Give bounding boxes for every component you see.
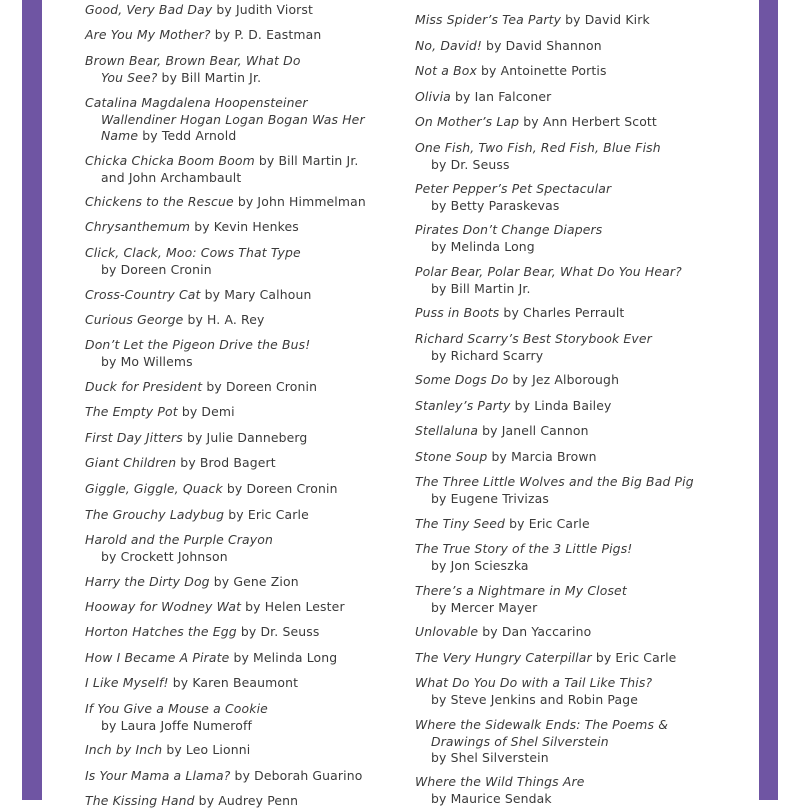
book-entry-line [85, 219, 405, 236]
book-author: by Ann Herbert Scott [519, 114, 657, 129]
book-title: Stanley’s Party [415, 398, 511, 413]
book-entry [85, 507, 405, 524]
book-entry-line [415, 239, 750, 256]
book-title: Where the Wild Things Are [415, 774, 585, 789]
book-entry [85, 624, 405, 641]
book-title: One Fish, Two Fish, Red Fish, Blue Fish [415, 140, 661, 155]
book-entry-line [415, 89, 750, 106]
book-entry-line [415, 717, 750, 734]
book-entry [415, 717, 750, 767]
book-author: by Laura Joffe Numeroff [101, 717, 253, 733]
book-entry-line [415, 449, 750, 466]
book-title: Stellaluna [415, 423, 479, 438]
book-author: by Leo Lionni [162, 742, 251, 757]
book-author: by Judith Viorst [212, 2, 314, 17]
book-author: by Tedd Arnold [138, 128, 237, 143]
book-entry-line [85, 532, 405, 549]
book-entry-line [415, 474, 750, 491]
book-title: Drawings of Shel Silverstein [431, 733, 609, 749]
book-author: by Mo Willems [101, 353, 193, 369]
book-title: The True Story of the 3 Little Pigs! [415, 541, 633, 556]
book-author: by Doreen Cronin [101, 261, 212, 277]
book-entry-line [85, 27, 405, 44]
book-title: Are You My Mother? [85, 27, 211, 42]
book-entry-line [85, 194, 405, 211]
book-title: The Tiny Seed [415, 516, 506, 531]
book-entry-line [85, 599, 405, 616]
book-author: by Steve Jenkins and Robin Page [431, 691, 639, 707]
book-title: Unlovable [415, 624, 479, 639]
book-entry [85, 95, 405, 145]
book-entry-line [415, 198, 750, 215]
book-entry [415, 331, 750, 364]
book-author: and John Archambault [101, 169, 242, 185]
book-entry-line [85, 312, 405, 329]
book-entry-line [415, 791, 750, 808]
book-author: by David Kirk [561, 12, 650, 27]
book-title: Duck for President [85, 379, 203, 394]
book-entry-line [85, 128, 405, 145]
book-author: by Julie Danneberg [182, 430, 308, 445]
book-title: Chrysanthemum [85, 219, 191, 234]
book-author: by Dr. Seuss [236, 624, 320, 639]
book-author: by David Shannon [481, 38, 602, 53]
book-entry-line [85, 507, 405, 524]
book-entry [415, 140, 750, 173]
book-entry [415, 474, 750, 507]
book-entry-line [415, 541, 750, 558]
book-entry [85, 701, 405, 734]
book-entry [415, 264, 750, 297]
book-author: by Eric Carle [591, 650, 677, 665]
book-entry-line [415, 491, 750, 508]
book-author: by Jon Scieszka [431, 557, 529, 573]
book-entry [85, 27, 405, 44]
book-title: Is Your Mama a Llama? [85, 768, 231, 783]
book-entry-line [415, 558, 750, 575]
book-entry-line [415, 734, 750, 751]
book-entry [85, 481, 405, 498]
book-entry-line [85, 262, 405, 279]
book-title: Cross-Country Cat [85, 287, 201, 302]
book-entry-line [85, 718, 405, 735]
book-title: Where the Sidewalk Ends: The Poems & [415, 717, 669, 732]
book-title: Giant Children [85, 455, 177, 470]
book-title: The Very Hungry Caterpillar [415, 650, 592, 665]
book-entry-line [415, 516, 750, 533]
book-entry [85, 219, 405, 236]
book-entry [85, 337, 405, 370]
book-entry-line [415, 650, 750, 667]
book-author: by Mary Calhoun [200, 287, 312, 302]
book-title: Hooway for Wodney Wat [85, 599, 242, 614]
book-author: by Eric Carle [224, 507, 309, 522]
book-entry [415, 63, 750, 80]
book-entry [85, 430, 405, 447]
book-title: Curious George [85, 312, 184, 327]
book-entry [85, 153, 405, 186]
book-entry-line [85, 70, 405, 87]
book-entry-line [415, 423, 750, 440]
book-author: by Betty Paraskevas [431, 197, 560, 213]
book-author: by Deborah Guarino [230, 768, 363, 783]
book-author: by Doreen Cronin [202, 379, 318, 394]
book-entry-line [85, 287, 405, 304]
book-title: Chicka Chicka Boom Boom [85, 153, 255, 168]
book-entry-line [85, 742, 405, 759]
book-entry [415, 624, 750, 641]
book-title: There’s a Nightmare in My Closet [415, 583, 627, 598]
book-entry [85, 532, 405, 565]
book-entry-line [85, 112, 405, 129]
right-purple-border [759, 0, 778, 800]
book-author: by Dan Yaccarino [478, 624, 592, 639]
book-author: by Eric Carle [505, 516, 590, 531]
book-title: Richard Scarry’s Best Storybook Ever [415, 331, 652, 346]
book-entry-line [85, 337, 405, 354]
book-title: You See? [101, 69, 158, 85]
book-title: Name [101, 128, 139, 143]
book-entry-line [85, 170, 405, 187]
book-title: Giggle, Giggle, Quack [85, 481, 223, 496]
book-entry-line [85, 95, 405, 112]
book-entry-line [85, 574, 405, 591]
book-entry [415, 38, 750, 55]
book-author: by Melinda Long [431, 238, 535, 254]
book-author: by Bill Martin Jr. [431, 280, 531, 296]
book-title: The Kissing Hand [85, 793, 195, 808]
book-author: by Crockett Johnson [101, 548, 228, 564]
book-author: by Marcia Brown [487, 449, 597, 464]
book-title: Puss in Boots [415, 305, 500, 320]
book-entry [85, 574, 405, 591]
book-entry-line [85, 404, 405, 421]
book-entry-line [415, 372, 750, 389]
book-title: Horton Hatches the Egg [85, 624, 237, 639]
book-title: Stone Soup [415, 449, 488, 464]
book-title: Pirates Don’t Change Diapers [415, 222, 603, 237]
book-entry [415, 423, 750, 440]
book-entry-line [85, 624, 405, 641]
left-purple-border [22, 0, 42, 800]
book-title: Polar Bear, Polar Bear, What Do You Hear? [415, 264, 682, 279]
book-author: by Eugene Trivizas [431, 490, 550, 506]
book-author: by Maurice Sendak [431, 790, 552, 806]
book-entry-line [415, 157, 750, 174]
book-entry [85, 650, 405, 667]
book-entry-line [415, 264, 750, 281]
book-entry [415, 305, 750, 322]
book-entry-line [415, 348, 750, 365]
book-entry-line [85, 793, 405, 810]
book-entry-line [85, 455, 405, 472]
book-entry-line [415, 140, 750, 157]
book-entry [415, 181, 750, 214]
book-title: Some Dogs Do [415, 372, 509, 387]
book-entry [85, 742, 405, 759]
book-entry [85, 194, 405, 211]
book-author: by Bill Martin Jr. [254, 153, 359, 168]
book-entry [415, 398, 750, 415]
book-title: Inch by Inch [85, 742, 163, 757]
book-author: by Kevin Henkes [190, 219, 299, 234]
book-entry-line [415, 63, 750, 80]
book-title: On Mother’s Lap [415, 114, 520, 129]
book-author: by Mercer Mayer [431, 599, 538, 615]
book-author: by Dr. Seuss [431, 156, 510, 172]
book-title: Not a Box [415, 63, 477, 78]
book-entry-line [415, 675, 750, 692]
book-title: Brown Bear, Brown Bear, What Do [85, 53, 301, 68]
book-title: Harold and the Purple Crayon [85, 532, 273, 547]
book-entry-line [85, 153, 405, 170]
book-entry [85, 793, 405, 810]
book-title: Peter Pepper’s Pet Spectacular [415, 181, 612, 196]
book-entry [415, 222, 750, 255]
book-entry-line [85, 701, 405, 718]
book-entry [415, 675, 750, 708]
book-entry-line [85, 2, 405, 19]
book-entry [415, 774, 750, 807]
book-entry-line [85, 245, 405, 262]
book-title: Wallendiner Hogan Logan Bogan Was Her [101, 111, 365, 127]
book-entry [85, 379, 405, 396]
book-entry [415, 89, 750, 106]
book-entry-line [415, 624, 750, 641]
book-entry-line [415, 583, 750, 600]
book-author: by John Himmelman [233, 194, 366, 209]
book-entry-line [415, 331, 750, 348]
book-entry [85, 455, 405, 472]
book-entry-line [415, 600, 750, 617]
book-entry [85, 2, 405, 19]
book-author: by Doreen Cronin [222, 481, 338, 496]
book-title: What Do You Do with a Tail Like This? [415, 675, 653, 690]
book-title: How I Became A Pirate [85, 650, 230, 665]
book-author: by Karen Beaumont [168, 675, 299, 690]
book-title: Olivia [415, 89, 451, 104]
book-author: by Gene Zion [209, 574, 299, 589]
book-author: by Brod Bagert [176, 455, 276, 470]
book-entry [415, 516, 750, 533]
book-title: Click, Clack, Moo: Cows That Type [85, 245, 301, 260]
book-entry [415, 114, 750, 131]
book-entry-line [85, 53, 405, 70]
book-entry [85, 768, 405, 785]
book-title: Catalina Magdalena Hoopensteiner [85, 95, 308, 110]
book-entry-line [85, 549, 405, 566]
book-author: by Helen Lester [241, 599, 345, 614]
book-entry-line [85, 379, 405, 396]
book-title: Harry the Dirty Dog [85, 574, 210, 589]
book-author: by Shel Silverstein [431, 750, 549, 765]
book-entry-line [415, 222, 750, 239]
book-entry-line [85, 430, 405, 447]
book-entry-line [85, 675, 405, 692]
book-entry-line [415, 38, 750, 55]
book-entry [415, 12, 750, 29]
book-title: The Empty Pot [85, 404, 178, 419]
book-title: No, David! [415, 38, 482, 53]
book-entry-line [85, 354, 405, 371]
book-author: by Demi [177, 404, 235, 419]
book-entry [85, 53, 405, 86]
book-author: by Bill Martin Jr. [157, 69, 262, 85]
book-title: I Like Myself! [85, 675, 169, 690]
book-author: by Richard Scarry [431, 347, 544, 363]
book-entry-line [415, 398, 750, 415]
book-entry-line [415, 692, 750, 709]
book-author: by Jez Alborough [508, 372, 620, 387]
book-entry [85, 312, 405, 329]
book-title: Chickens to the Rescue [85, 194, 234, 209]
book-title: The Grouchy Ladybug [85, 507, 225, 522]
book-author: by Janell Cannon [478, 423, 589, 438]
book-entry [85, 599, 405, 616]
book-title: Miss Spider’s Tea Party [415, 12, 562, 27]
book-entry-line [85, 768, 405, 785]
book-author: by Ian Falconer [450, 89, 552, 104]
book-entry [85, 287, 405, 304]
book-entry-line [415, 114, 750, 131]
book-author: by Melinda Long [229, 650, 338, 665]
book-entry-line [415, 774, 750, 791]
book-entry-line [85, 481, 405, 498]
book-entry [85, 245, 405, 278]
book-author: by H. A. Rey [183, 312, 265, 327]
book-entry-line [415, 281, 750, 298]
book-title: The Three Little Wolves and the Big Bad Pig [415, 474, 694, 489]
book-title: Don’t Let the Pigeon Drive the Bus! [85, 337, 311, 352]
book-author: by Linda Bailey [510, 398, 612, 413]
book-title: First Day Jitters [85, 430, 183, 445]
book-author: by Audrey Penn [194, 793, 299, 808]
book-entry [85, 404, 405, 421]
book-entry [415, 583, 750, 616]
book-entry [415, 449, 750, 466]
book-entry [415, 650, 750, 667]
book-entry-line [415, 181, 750, 198]
book-entry-line [415, 12, 750, 29]
book-author: by Antoinette Portis [476, 63, 607, 78]
book-entry-line [415, 750, 750, 767]
book-title: If You Give a Mouse a Cookie [85, 701, 268, 716]
book-entry-line [85, 650, 405, 667]
book-title: Good, Very Bad Day [85, 2, 213, 17]
book-entry-line [415, 305, 750, 322]
book-entry [85, 675, 405, 692]
book-author: by Charles Perrault [499, 305, 625, 320]
book-entry [415, 541, 750, 574]
book-entry [415, 372, 750, 389]
book-author: by P. D. Eastman [210, 27, 322, 42]
